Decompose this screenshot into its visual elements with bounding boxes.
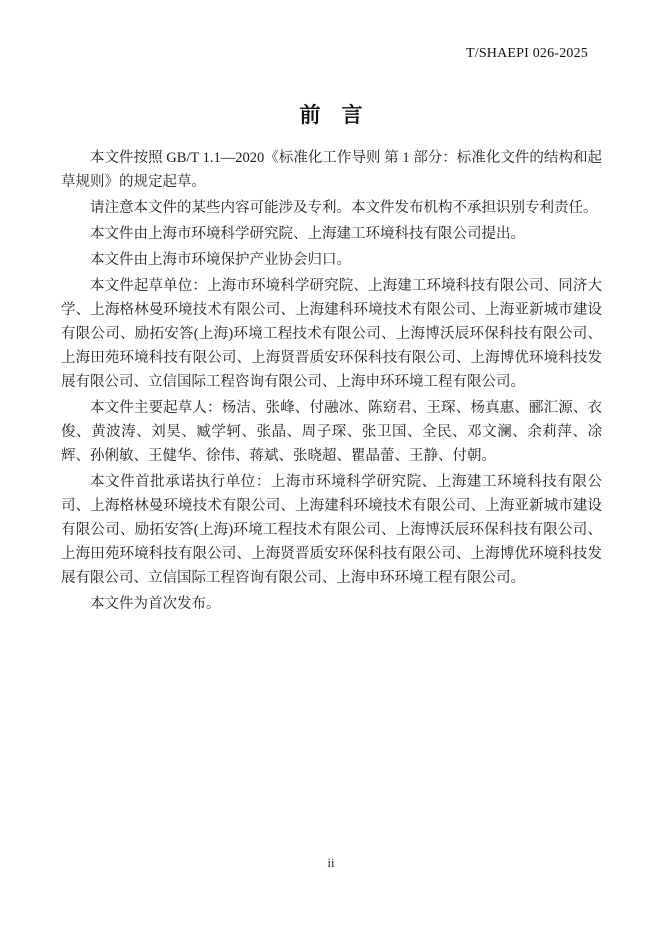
doc-number: T/SHAEPI 026-2025 xyxy=(465,46,588,61)
page-number: ii xyxy=(327,856,335,870)
paragraph-proposed-by: 本文件由上海市环境科学研究院、上海建工环境科技有限公司提出。 xyxy=(90,226,525,242)
page-title: 前 言 xyxy=(299,103,363,127)
paragraph-first-publication: 本文件为首次发布。 xyxy=(90,596,221,612)
paragraph-patent-notice: 请注意本文件的某些内容可能涉及专利。本文件发布机构不承担识别专利责任。 xyxy=(90,200,598,216)
paragraph-main-drafters: 本文件主要起草人：杨洁、张峰、付融冰、陈窈君、王琛、杨真惠、郦汇源、衣俊、黄波涛、刘昊、臧学轲、张晶、周子琛、张卫国、全民、邓文澜、余莉萍、凃辉、孙俐敏、王健华、徐伟、蒋斌、张晓超、瞿晶蕾、王静、付朝。 xyxy=(61,400,602,464)
paragraph-centralized-by: 本文件由上海市环境保护产业协会归口。 xyxy=(90,252,351,268)
paragraph-drafting-rules: 本文件按照 GB/T 1.1—2020《标准化工作导则 第 1 部分：标准化文件的结构和起草规则》的规定起草。 xyxy=(61,150,602,190)
paragraph-first-implementing-organizations: 本文件首批承诺执行单位：上海市环境科学研究院、上海建工环境科技有限公司、上海格林曼环境技术有限公司、上海建科环境技术有限公司、上海亚新城市建设有限公司、励拓安答(上海)环境工程技术有限公司、上海博沃辰环保科技有限公司、上海田苑环境科技有限公司、上海贤晋质安环保科技有限公司、上海博优环境科技发展有限公司、立信国际工程咨询有限公司、上海申环环境工程有限公司。 xyxy=(61,474,602,586)
paragraph-drafting-organizations: 本文件起草单位：上海市环境科学研究院、上海建工环境科技有限公司、同济大学、上海格林曼环境技术有限公司、上海建科环境技术有限公司、上海亚新城市建设有限公司、励拓安答(上海)环境工程技术有限公司、上海博沃辰环保科技有限公司、上海田苑环境科技有限公司、上海贤晋质安环保科技有限公司、上海博优环境科技发展有限公司、立信国际工程咨询有限公司、上海申环环境工程有限公司。 xyxy=(61,278,602,390)
foreword-content xyxy=(61,146,602,618)
